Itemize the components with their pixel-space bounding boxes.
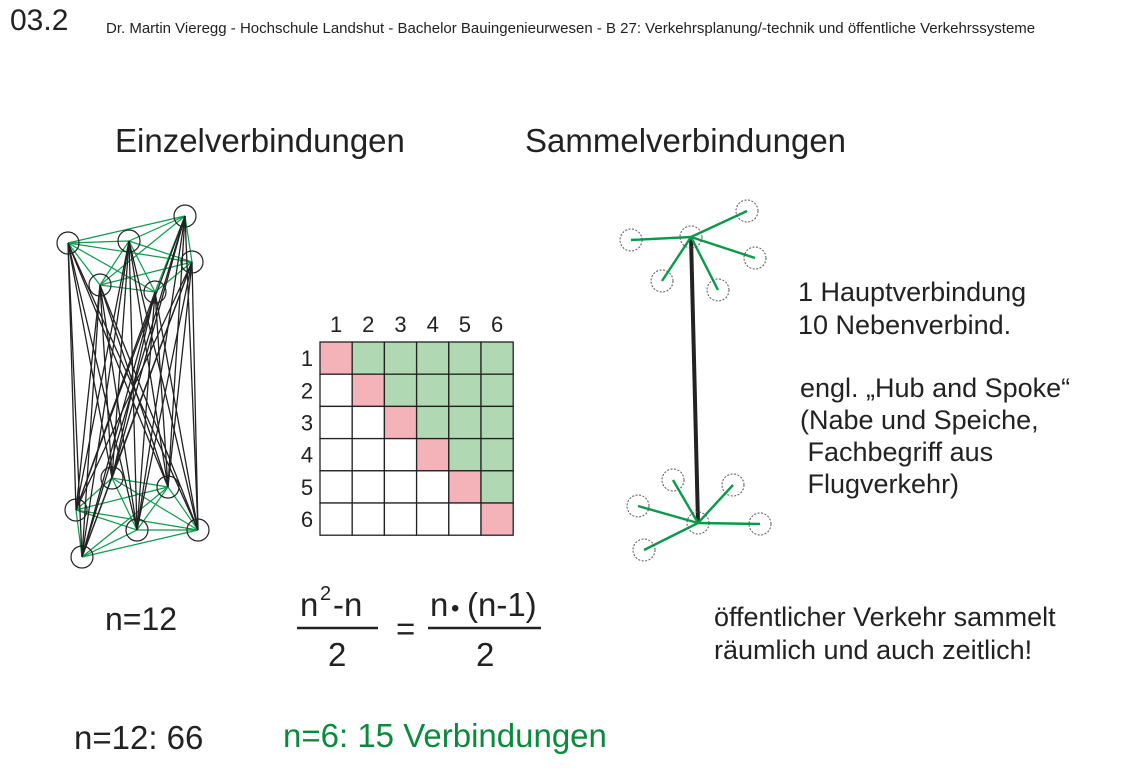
matrix-cell bbox=[352, 439, 384, 471]
formula-denominator-right: 2 bbox=[476, 636, 495, 673]
matrix-cell bbox=[481, 439, 513, 471]
matrix-row-label: 1 bbox=[300, 346, 314, 372]
matrix-cell bbox=[320, 374, 352, 406]
formula-denominator-left: 2 bbox=[328, 636, 347, 673]
matrix-cell bbox=[481, 503, 513, 535]
formula-rhs-paren: (n-1) bbox=[467, 586, 537, 623]
matrix-cell bbox=[481, 374, 513, 406]
matrix-col-label: 1 bbox=[329, 312, 343, 337]
connection-matrix bbox=[301, 312, 513, 535]
matrix-cell bbox=[352, 406, 384, 438]
hub-note-line: Fachbegriff aus bbox=[800, 437, 994, 467]
heading-sammelverbindungen: Sammelverbindungen bbox=[525, 122, 847, 159]
point-to-point-network bbox=[57, 205, 209, 568]
formula-lhs-rest: -n bbox=[333, 586, 363, 623]
n-equals-12-label: n=12 bbox=[105, 601, 178, 637]
slide-number: 03.2 bbox=[10, 4, 69, 37]
spoke-line bbox=[644, 523, 698, 550]
n12-result: n=12: 66 bbox=[74, 719, 204, 756]
spoke-line bbox=[691, 211, 747, 237]
matrix-row-label: 4 bbox=[300, 442, 314, 468]
matrix-cell bbox=[320, 503, 352, 535]
matrix-cell bbox=[449, 406, 481, 438]
matrix-cell bbox=[352, 342, 384, 374]
matrix-cell bbox=[449, 342, 481, 374]
n6-result: n=6: 15 Verbindungen bbox=[283, 717, 607, 754]
matrix-row-label: 3 bbox=[300, 410, 314, 436]
matrix-cell bbox=[449, 503, 481, 535]
long-connection-line bbox=[100, 285, 198, 530]
matrix-cell bbox=[481, 406, 513, 438]
matrix-cell bbox=[384, 471, 416, 503]
main-connection-count: 1 Hauptverbindung bbox=[798, 277, 1027, 307]
formula-lhs-base: n bbox=[300, 586, 319, 623]
main-trunk-line bbox=[691, 237, 698, 523]
spoke-line bbox=[662, 237, 691, 281]
branch-connection-count: 10 Nebenverbind. bbox=[798, 310, 1012, 340]
matrix-cell bbox=[417, 374, 449, 406]
formula-lhs-exponent: 2 bbox=[320, 583, 332, 605]
hub-and-spoke-note bbox=[800, 372, 1070, 500]
public-note-line: räumlich und auch zeitlich! bbox=[714, 635, 1033, 665]
matrix-cell bbox=[320, 471, 352, 503]
long-connection-line bbox=[137, 292, 155, 530]
matrix-cell bbox=[352, 471, 384, 503]
matrix-cell bbox=[417, 406, 449, 438]
matrix-col-label: 2 bbox=[362, 312, 375, 337]
matrix-row-label: 2 bbox=[300, 378, 314, 404]
matrix-cell bbox=[352, 503, 384, 535]
hub-and-spoke-network bbox=[620, 200, 771, 561]
public-note-line: öffentlicher Verkehr sammelt bbox=[714, 602, 1056, 632]
hub-note-line: engl. „Hub and Spoke“ bbox=[800, 373, 1071, 403]
hub-note-line: (Nabe und Speiche, bbox=[800, 405, 1039, 435]
matrix-cell bbox=[449, 439, 481, 471]
connection-formula bbox=[297, 583, 541, 673]
matrix-cell bbox=[417, 439, 449, 471]
matrix-cell bbox=[417, 503, 449, 535]
formula-multiply-dot: • bbox=[451, 595, 460, 622]
matrix-cell bbox=[384, 406, 416, 438]
matrix-cell bbox=[384, 374, 416, 406]
matrix-cell bbox=[320, 439, 352, 471]
matrix-cell bbox=[384, 503, 416, 535]
matrix-cell bbox=[320, 406, 352, 438]
formula-rhs-n: n bbox=[430, 586, 449, 623]
public-transport-note bbox=[714, 601, 1056, 667]
matrix-cell bbox=[481, 342, 513, 374]
matrix-cell bbox=[352, 374, 384, 406]
matrix-col-label: 5 bbox=[458, 312, 472, 337]
matrix-col-label: 3 bbox=[394, 312, 407, 337]
matrix-col-label: 4 bbox=[426, 312, 439, 337]
hub-note-line: Flugverkehr) bbox=[800, 469, 960, 499]
matrix-cell bbox=[481, 471, 513, 503]
matrix-cell bbox=[449, 471, 481, 503]
heading-einzelverbindungen: Einzelverbindungen bbox=[115, 122, 405, 159]
matrix-cell bbox=[384, 439, 416, 471]
matrix-cell bbox=[417, 342, 449, 374]
matrix-row-label: 6 bbox=[300, 507, 314, 533]
spoke-line bbox=[698, 523, 760, 524]
matrix-cell bbox=[320, 342, 352, 374]
matrix-col-label: 6 bbox=[490, 312, 504, 337]
matrix-cell bbox=[384, 342, 416, 374]
formula-equals: = bbox=[396, 610, 416, 647]
spoke-line bbox=[698, 485, 733, 523]
matrix-row-label: 5 bbox=[300, 474, 314, 500]
matrix-cell bbox=[449, 374, 481, 406]
matrix-cell bbox=[417, 471, 449, 503]
header-text: Dr. Martin Vieregg - Hochschule Landshut - Bachelor Bauingenieurwesen - B 27: Verkehrsplanung/-technik und öffentliche Verkehrssysteme bbox=[106, 20, 1036, 37]
spoke-line bbox=[631, 237, 691, 240]
local-connection-line bbox=[100, 285, 155, 292]
